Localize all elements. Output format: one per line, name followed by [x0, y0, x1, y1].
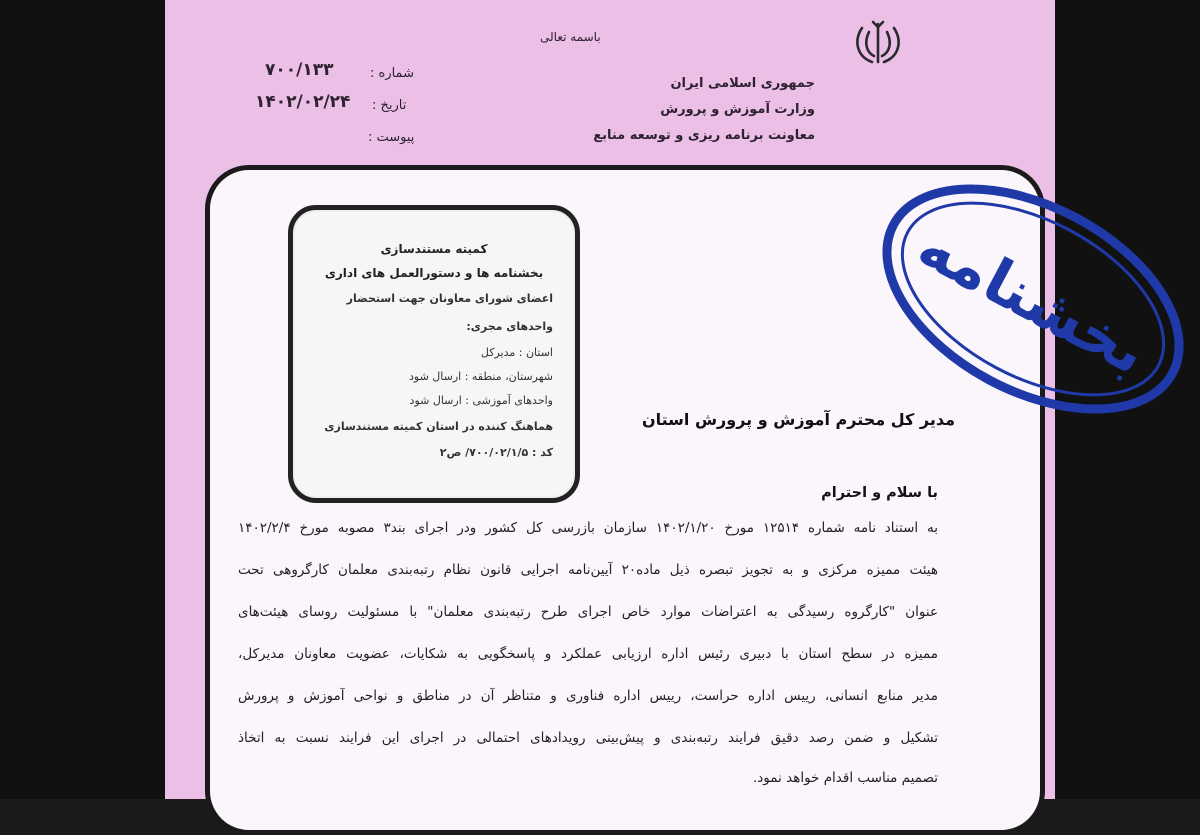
stamp-code: کد : ۷۰۰/۰۲/۱/۵/ ص۲ [439, 446, 553, 459]
date-value: ۱۴۰۲/۰۲/۲۴ [255, 92, 351, 112]
number-label: شماره : [370, 66, 414, 81]
greeting: با سلام و احترام [821, 485, 938, 501]
stamp-line-6: شهرستان، منطقه : ارسال شود [409, 370, 553, 383]
org-line-3: معاونت برنامه ریزی و توسعه منابع [593, 128, 815, 143]
body-line-5: مدیر منابع انسانی، رییس اداره حراست، رییس اداره فناوری و متناظر آن در مناطق و نواحی آموزش و پرورش [238, 688, 938, 704]
body-line-7: تصمیم مناسب اقدام خواهد نمود. [753, 770, 938, 786]
circular-announcement-seal [858, 172, 1200, 427]
stamp-line-7: واحدهای آموزشی : ارسال شود [409, 394, 553, 407]
recipient: مدیر کل محترم آموزش و پرورش استان [641, 410, 955, 429]
basmala: باسمه تعالی [540, 30, 601, 44]
stamp-line-2: بخشنامه ها و دستورالعمل های اداری [324, 266, 544, 280]
org-line-1: جمهوری اسلامی ایران [670, 76, 815, 91]
stamp-line-8: هماهنگ کننده در استان کمیته مستندسازی [324, 420, 553, 433]
body-line-6: تشکیل و ضمن رصد دقیق فرایند رتبه‌بندی و پیش‌بینی رویدادهای احتمالی در اجرای این فرایند نسبت به اتخاذ [238, 730, 938, 746]
body-line-3: عنوان "کارگروه رسیدگی به اعتراضات موارد خاص اجرای طرح رتبه‌بندی معلمان" با مسئولیت روسای هیئت‌های [238, 604, 938, 620]
date-label: تاریخ : [372, 98, 407, 113]
stamp-line-3: اعضای شورای معاونان جهت استحضار [346, 292, 553, 305]
stamp-line-1: کمیته مستندسازی [380, 242, 488, 256]
stamp-line-5: استان : مدیرکل [480, 346, 553, 359]
attachment-label: پیوست : [368, 130, 415, 145]
documentation-stamp [288, 205, 580, 503]
seal-text: بخشنامه [906, 210, 1159, 389]
body-line-4: ممیزه در سطح استان با دبیری رئیس اداره ارزیابی عملکرد و پاسخگویی به شکایات، عضویت معاونان مدیرکل، [238, 646, 938, 662]
stamp-line-4: واحدهای مجری: [466, 320, 553, 333]
org-line-2: وزارت آموزش و پرورش [660, 102, 815, 117]
body-line-1: به استناد نامه شماره ۱۲۵۱۴ مورخ ۱۴۰۲/۱/۲۰ سازمان بازرسی کل کشور ودر اجرای بند۳ مصوبه مورخ ۱۴۰۲/۲/۴ [238, 520, 938, 536]
iran-emblem-icon [852, 18, 904, 68]
left-border [0, 0, 168, 799]
body-line-2: هیئت ممیزه مرکزی و به تجویز تبصره ذیل ماده۲۰ آیین‌نامه اجرایی قانون نظام رتبه‌بندی معلمان کارگروهی تحت [238, 562, 938, 578]
number-value: ۷۰۰/۱۳۳ [265, 60, 334, 80]
